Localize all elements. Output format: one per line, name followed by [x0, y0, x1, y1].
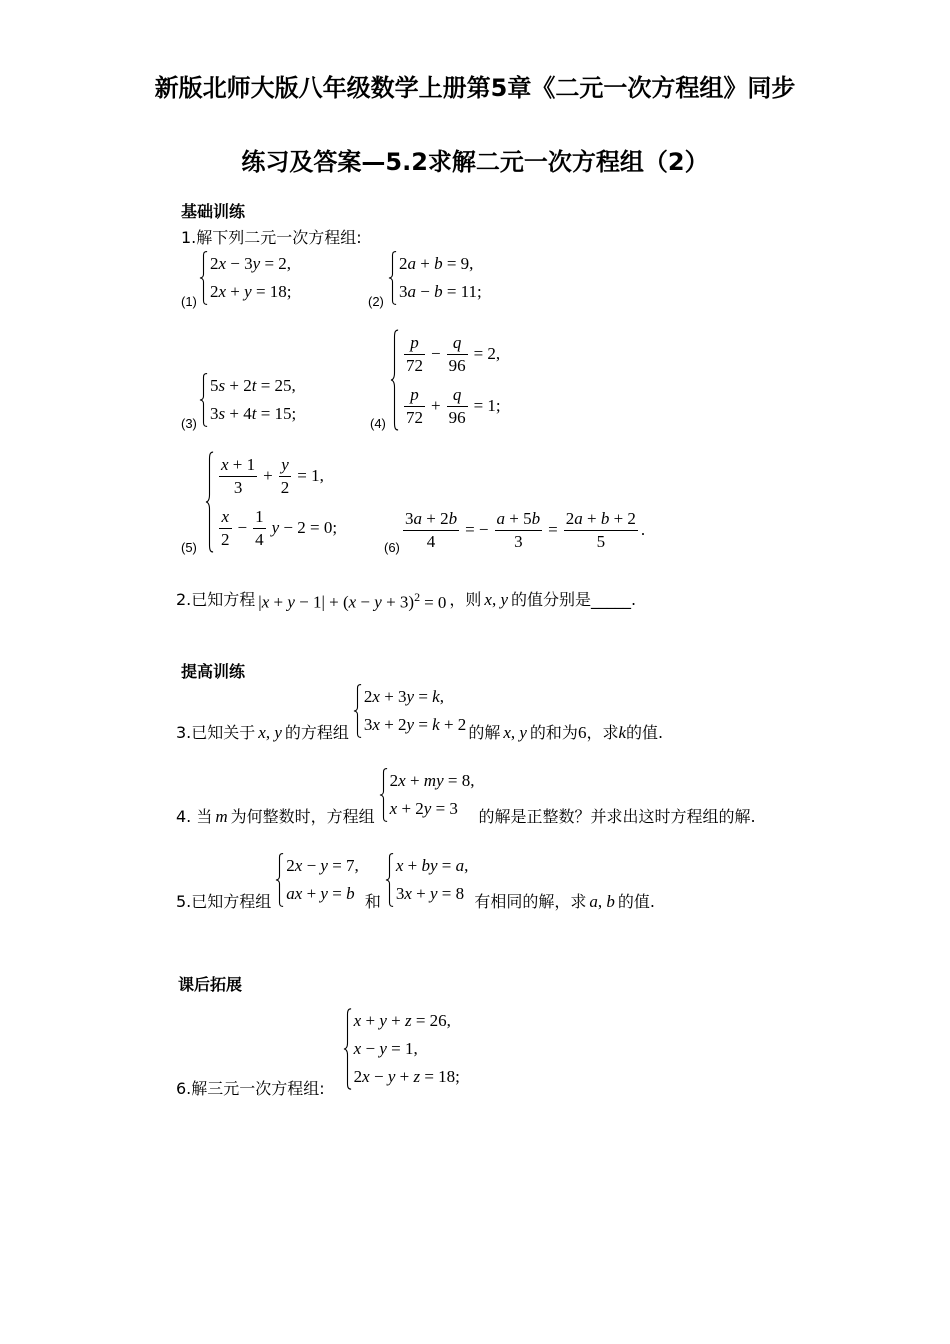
math-variable: y	[281, 454, 289, 474]
fraction	[447, 332, 468, 377]
numerator	[404, 384, 425, 406]
denominator: 96	[448, 355, 466, 375]
math-variable: y	[287, 592, 295, 612]
left-brace	[199, 251, 208, 305]
math-variable: x	[398, 771, 406, 790]
math-variable: b	[531, 508, 541, 528]
question-6-lead: 6.解三元一次方程组:	[176, 1079, 325, 1098]
equation-1	[401, 328, 504, 380]
operator: =	[548, 520, 558, 539]
math-variable: p	[410, 384, 419, 404]
page-title-line-2: 练习及答案—5.2求解二元一次方程组（2）	[241, 148, 709, 176]
denominator: 3	[495, 530, 543, 553]
numerator: 2a + b + 2	[565, 508, 636, 528]
question-4-system	[379, 767, 475, 823]
fraction	[404, 332, 425, 377]
math-variable: q	[452, 332, 462, 352]
operator: +	[263, 466, 273, 485]
math-variable: b	[600, 508, 610, 528]
math-variable: y	[406, 687, 415, 706]
part-1-label: (1)	[181, 294, 197, 309]
math-variable: k	[618, 723, 626, 742]
math-variable: my	[423, 771, 444, 790]
math-variable: x	[218, 254, 227, 273]
left-brace	[390, 329, 399, 431]
fraction	[564, 508, 638, 553]
section-heading-extension: 课后拓展	[178, 975, 243, 994]
question-2-mid: ，则	[449, 590, 482, 609]
math-variable: t	[251, 404, 257, 423]
math-variable: b	[346, 884, 355, 903]
math-variable: x	[372, 715, 380, 734]
left-brace	[353, 684, 362, 738]
math-variable: y	[274, 723, 282, 742]
math-variable: x	[389, 799, 398, 818]
question-5-system-1	[275, 852, 359, 908]
math-variable: s	[218, 376, 226, 395]
part-5-label: (5)	[181, 540, 197, 555]
math-variable: x	[221, 454, 229, 474]
math-variable: a	[455, 856, 465, 875]
conjunction-and: 和	[364, 892, 381, 911]
fraction	[219, 454, 257, 499]
part-4-label: (4)	[370, 416, 386, 431]
math-variable: y	[379, 1011, 387, 1030]
fraction	[279, 454, 292, 499]
question-3-end: 的值.	[626, 723, 664, 742]
question-3-mid-4: ，求	[586, 723, 619, 742]
math-variable: a	[589, 892, 598, 911]
part-3-system	[199, 372, 296, 428]
math-variable: y	[423, 799, 432, 818]
question-4-mid: 为何整数时，方程组	[230, 807, 375, 826]
exponent: 2	[414, 590, 421, 605]
equation-expression	[258, 583, 446, 616]
operator: −	[431, 344, 441, 363]
math-variable: b	[434, 254, 443, 273]
math-variable: x	[353, 1039, 362, 1058]
equation-1: 2x + my = 8,	[389, 771, 475, 790]
question-2-lead: 2.已知方程	[176, 590, 256, 609]
right-hand-side: = 1,	[297, 466, 324, 485]
math-variable: k	[432, 687, 440, 706]
question-3	[176, 683, 663, 743]
equation-1: 2x + 3y = k,	[363, 687, 444, 706]
math-variable: by	[421, 856, 438, 875]
equation-2: 2x + y = 18;	[210, 282, 292, 301]
math-variable: k	[432, 715, 440, 734]
left-brace	[379, 768, 388, 822]
equation-1: 5s + 2t = 25,	[210, 376, 296, 395]
numerator: 3a + 2b	[405, 508, 458, 528]
part-2-system	[388, 250, 482, 306]
left-brace	[205, 451, 214, 553]
math-variable: x	[221, 506, 230, 526]
right-hand-side: y − 2 = 0;	[271, 518, 338, 537]
equation-2: 3x + 2y = k + 2	[363, 715, 467, 734]
right-hand-side: = 0	[424, 592, 447, 612]
question-4-end: 的解是正整数？并求出这时方程组的解.	[478, 807, 756, 826]
variables-xy: x, y	[503, 723, 527, 742]
math-variable: y	[252, 254, 261, 273]
denominator: 2	[280, 477, 290, 497]
variables-xy: x, y	[484, 590, 509, 609]
math-variable: ax	[286, 884, 303, 903]
question-5-lead: 5.已知方程组	[176, 892, 272, 911]
math-variable: b	[434, 282, 443, 301]
variables-ab: a, b	[589, 892, 615, 911]
denominator: 96	[448, 407, 466, 427]
math-variable: y	[271, 518, 280, 537]
math-variable: a	[407, 254, 416, 273]
equation-1: x + by = a,	[395, 856, 469, 875]
math-variable: a	[574, 508, 583, 528]
right-hand-side: = 1;	[473, 396, 501, 415]
fraction	[447, 384, 468, 429]
math-variable: y	[429, 884, 438, 903]
math-variable: x	[372, 687, 380, 706]
math-variable: x	[484, 590, 492, 609]
math-variable: b	[448, 508, 458, 528]
part-4-system	[390, 328, 504, 432]
denominator: 5	[564, 530, 638, 553]
math-variable: a	[496, 508, 506, 528]
question-3-mid-2: 的解	[468, 723, 501, 742]
question-3-lead: 3.已知关于	[176, 723, 256, 742]
question-2	[176, 586, 636, 614]
variables-xy: x, y	[258, 723, 282, 742]
answer-blank: _____	[591, 590, 632, 609]
variable-m	[215, 807, 227, 827]
numerator: x + 1	[221, 454, 256, 474]
math-variable: x	[348, 592, 357, 612]
math-variable: b	[606, 892, 615, 911]
operator: +	[431, 396, 441, 415]
absolute-plus-square: |x + y − 1| + (x − y + 3)	[258, 592, 415, 612]
question-3-mid-1: 的方程组	[284, 723, 349, 742]
equation-2: 3x + y = 8	[395, 884, 465, 903]
variable-k	[618, 723, 626, 743]
operator: = −	[465, 520, 489, 539]
math-variable: x	[353, 1011, 362, 1030]
fraction	[404, 384, 425, 429]
period: .	[631, 590, 637, 609]
left-brace	[199, 373, 208, 427]
fraction	[253, 506, 266, 551]
math-variable: a	[413, 508, 422, 528]
denominator: 3	[219, 476, 257, 499]
math-variable: m	[215, 807, 228, 826]
numerator	[447, 384, 468, 406]
denominator: 4	[255, 529, 264, 549]
math-variable: y	[500, 590, 509, 609]
left-brace	[343, 1008, 352, 1090]
math-variable: y	[320, 856, 328, 875]
equation-2: x + 2y = 3	[389, 799, 458, 818]
math-variable: y	[379, 1039, 387, 1058]
math-variable: x	[294, 856, 303, 875]
fraction	[495, 508, 543, 553]
section-heading-advanced: 提高训练	[181, 662, 246, 681]
question-6	[176, 1007, 460, 1099]
question-6-system	[343, 1007, 460, 1091]
question-5	[176, 852, 655, 912]
equation-1: 2x − 3y = 2,	[210, 254, 292, 273]
operator: −	[237, 518, 248, 537]
math-variable: z	[404, 1011, 412, 1030]
math-variable: y	[320, 884, 328, 903]
denominator: 2	[221, 529, 230, 549]
fraction	[219, 506, 232, 551]
part-1-system	[199, 250, 292, 306]
left-brace	[385, 853, 394, 907]
math-variable: z	[413, 1067, 421, 1086]
question-4	[176, 767, 756, 827]
fraction	[403, 508, 459, 553]
question-4-lead: 4. 当	[176, 807, 213, 826]
math-variable: y	[374, 592, 382, 612]
part-6-equation	[400, 504, 645, 556]
period: .	[640, 520, 646, 539]
equation-2: x − y = 1,	[353, 1039, 418, 1058]
denominator: 4	[403, 530, 459, 553]
part-5-system	[205, 450, 340, 554]
question-3-system	[353, 683, 466, 739]
numerator	[279, 454, 292, 476]
left-brace	[275, 853, 284, 907]
question-5-mid: 有相同的解，求	[474, 892, 587, 911]
math-variable: x	[258, 723, 266, 742]
question-5-end: 的值.	[617, 892, 655, 911]
math-variable: x	[395, 856, 404, 875]
math-variable: s	[218, 404, 226, 423]
math-variable: x	[218, 282, 227, 301]
sum-value: 6	[577, 723, 587, 742]
equation-1: 2x − y = 7,	[286, 856, 359, 875]
equation-1: 2a + b = 9,	[399, 254, 474, 273]
question-3-mid-3: 的和为	[529, 723, 578, 742]
part-3-label: (3)	[181, 416, 197, 431]
math-variable: x	[261, 592, 270, 612]
numerator: a + 5b	[496, 508, 541, 528]
page-title-line-1: 新版北师大版八年级数学上册第5章《二元一次方程组》同步	[154, 74, 796, 102]
denominator: 72	[406, 407, 423, 427]
section-heading-basic: 基础训练	[181, 202, 246, 221]
math-variable: p	[410, 332, 419, 352]
question-2-tail: 的值分别是	[511, 590, 592, 609]
math-variable: x	[503, 723, 511, 742]
math-variable: y	[519, 723, 527, 742]
numerator	[404, 332, 425, 354]
math-variable: q	[452, 384, 462, 404]
left-brace	[388, 251, 397, 305]
question-1-prompt: 1.解下列二元一次方程组:	[181, 228, 362, 247]
equation-2	[216, 502, 340, 554]
equation-3: 2x − y + z = 18;	[353, 1067, 460, 1086]
numerator	[219, 506, 232, 528]
question-5-system-2	[385, 852, 469, 908]
math-variable: y	[406, 715, 415, 734]
math-variable: x	[404, 884, 412, 903]
equation-2: 3s + 4t = 15;	[210, 404, 297, 423]
equation-1	[216, 450, 340, 502]
part-6-label: (6)	[384, 540, 400, 555]
part-2-label: (2)	[368, 294, 384, 309]
math-variable: t	[251, 376, 257, 395]
equation-2: 3a − b = 11;	[399, 282, 482, 301]
numerator: 1	[255, 506, 264, 526]
denominator: 72	[406, 355, 423, 375]
equation-2: ax + y = b	[286, 884, 355, 903]
math-variable: x	[362, 1067, 370, 1086]
math-variable: y	[244, 282, 252, 301]
equation-1: x + y + z = 26,	[353, 1011, 451, 1030]
math-variable: y	[387, 1067, 396, 1086]
right-hand-side: = 2,	[473, 344, 501, 363]
math-variable: a	[407, 282, 416, 301]
equation-2	[401, 380, 504, 432]
numerator	[447, 332, 468, 354]
